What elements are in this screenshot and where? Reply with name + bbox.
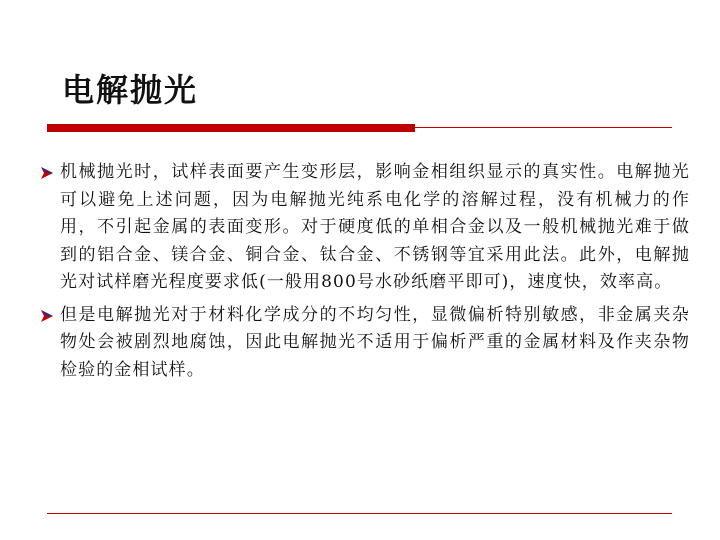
- bullet-text: 但是电解抛光对于材料化学成分的不均匀性，显微偏析特别敏感，非金属夹杂物处会被剧烈地腐蚀，因此电解抛光不适用于偏析严重的金属材料及作夹杂物检验的金相试样。: [60, 304, 690, 380]
- footer-divider-line: [47, 513, 672, 514]
- arrow-bullet-icon: [40, 166, 54, 180]
- bullet-text: 机械抛光时，试样表面要产生变形层，影响金相组织显示的真实性。电解抛光可以避免上述问题，因为电解抛光纯系电化学的溶解过程，没有机械力的作用，不引起金属的表面变形。对于硬度低的单相合金以及一般机械抛光难于做到的铝合金、镁合金、铜合金、钛合金、不锈钢等宜采用此法。此外，电解抛光对试样磨光程度要求低(一般用800号水砂纸磨平即可)，速度快，效率高。: [60, 162, 690, 292]
- arrow-bullet-icon: [40, 309, 54, 323]
- slide-title: 电解抛光: [62, 71, 199, 109]
- title-accent-bar: [47, 124, 415, 132]
- bullet-item: [40, 159, 690, 297]
- bullet-list: [40, 159, 690, 389]
- bullet-item: [40, 302, 690, 385]
